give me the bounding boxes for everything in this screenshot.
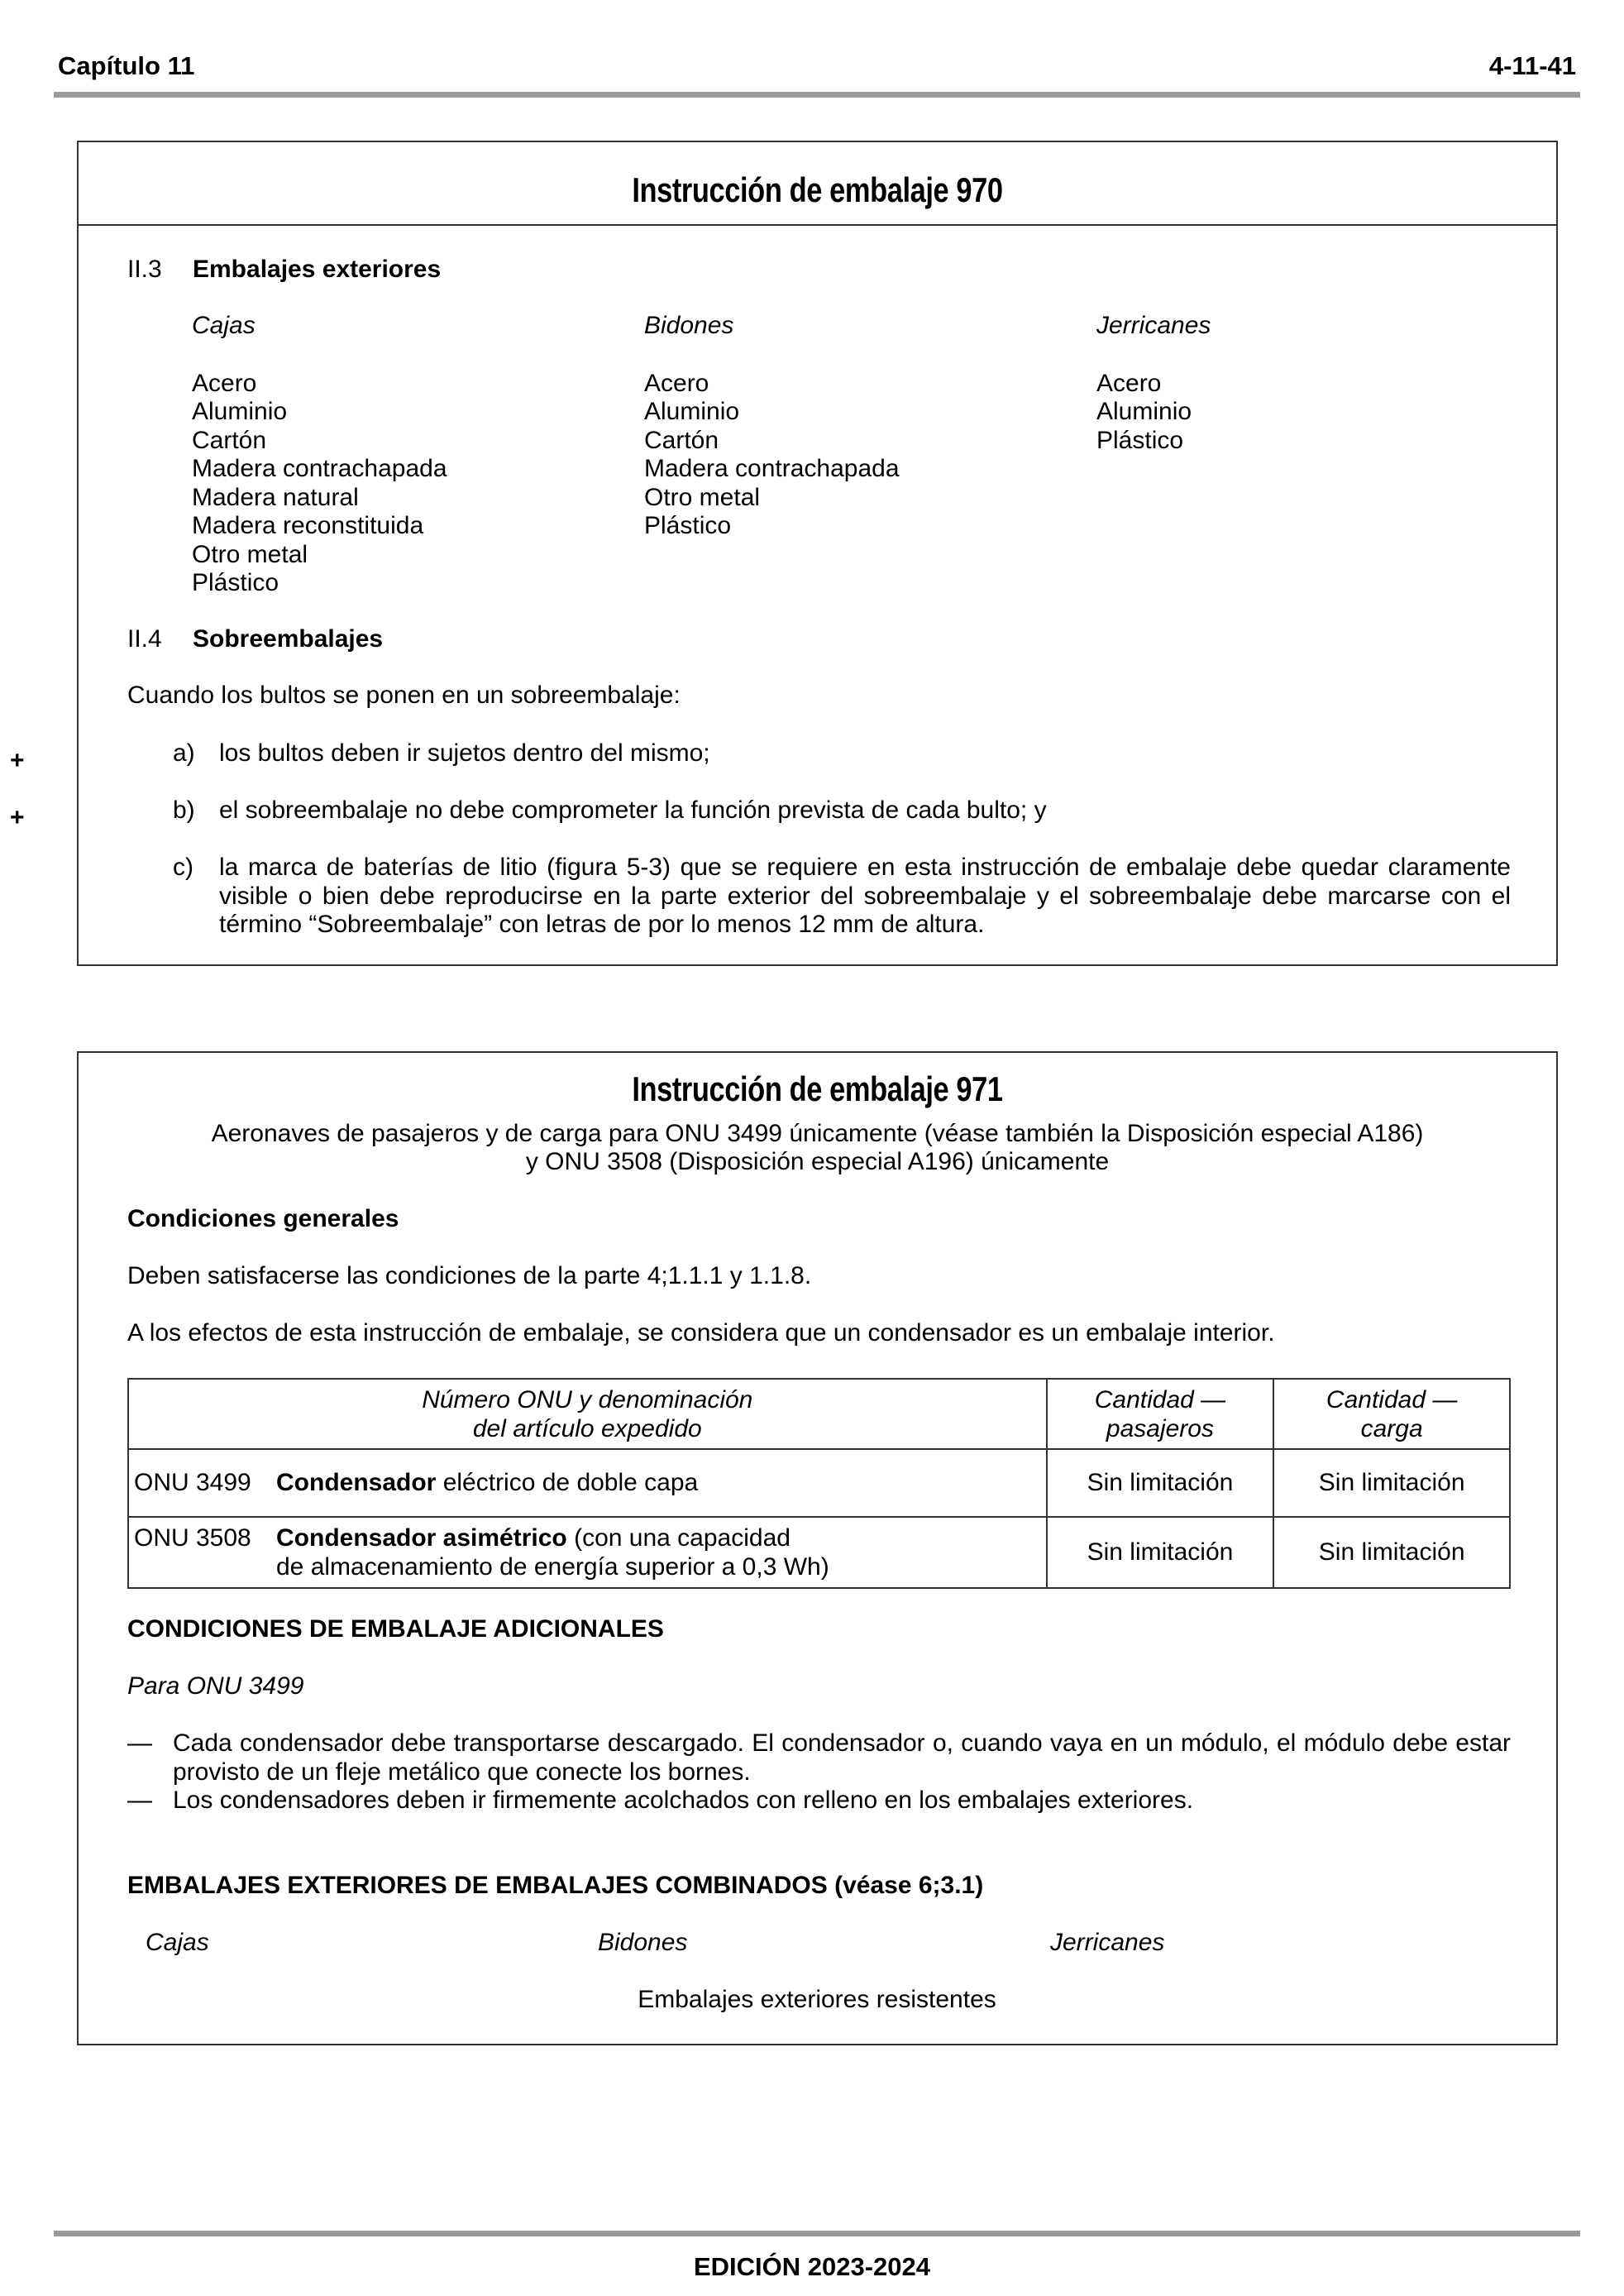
table-cell: Sin limitación xyxy=(1273,1517,1510,1588)
header-line: Cantidad — xyxy=(1094,1385,1226,1413)
header-line: carga xyxy=(1360,1414,1423,1442)
section-heading: EMBALAJES EXTERIORES DE EMBALAJES COMBINADOS (véase 6;3.1) xyxy=(127,1872,984,1899)
paragraph: Deben satisfacerse las condiciones de la parte 4;1.1.1 y 1.1.8. xyxy=(127,1262,812,1289)
bullet-text: Los condensadores deben ir firmemente acolchados con relleno en los embalajes exteriores. xyxy=(173,1787,1194,1814)
packing-instruction-970-box xyxy=(77,141,1558,966)
column-heading: Jerricanes xyxy=(1050,1929,1165,1956)
outer-note: Embalajes exteriores resistentes xyxy=(638,1986,996,2013)
column-heading: Bidones xyxy=(598,1929,688,1956)
item-text: el sobreembalaje no debe comprometer la función prevista de cada bulto; y xyxy=(219,796,1047,824)
table-cell: Sin limitación xyxy=(1273,1449,1510,1517)
table-cell xyxy=(128,1517,1047,1588)
table-row xyxy=(128,1449,1510,1517)
item-label: c) xyxy=(173,854,193,881)
item-text: la marca de baterías de litio (figura 5-3) que se requiere en esta instrucción de embalaje debe quedar claramente visible o bien debe reproducirse en la parte exterior del sobreembalaje y el sobreembalaje debe marcarse con el término “Sobreembalaje” con letras de por lo menos 12 mm de altura. xyxy=(219,854,1511,938)
table-cell: Sin limitación xyxy=(1047,1449,1274,1517)
change-mark: + xyxy=(10,804,25,831)
section-heading: CONDICIONES DE EMBALAJE ADICIONALES xyxy=(127,1615,664,1643)
table-header-cell xyxy=(128,1379,1047,1449)
list-item: Madera natural xyxy=(192,483,359,511)
paragraph: A los efectos de esta instrucción de embalaje, se considera que un condensador es un embalaje interior. xyxy=(127,1319,1275,1347)
list-item: Aluminio xyxy=(1096,398,1192,425)
edition-label: EDICIÓN 2023-2024 xyxy=(693,2252,931,2281)
column-jerricanes xyxy=(1096,312,1211,455)
subtitle-line: Aeronaves de pasajeros y de carga para ONU 3499 únicamente (véase también la Disposición especial A186) xyxy=(211,1120,1424,1147)
header-line: del artículo expedido xyxy=(472,1414,702,1442)
column-cajas xyxy=(192,312,447,598)
un-number: ONU 3508 xyxy=(134,1524,251,1552)
list-item: Plástico xyxy=(1096,426,1184,454)
list-item: Acero xyxy=(644,369,709,397)
list-item: Otro metal xyxy=(644,483,761,511)
name-line2: de almacenamiento de energía superior a 0,3 Wh) xyxy=(276,1553,829,1581)
page-number: 4-11-41 xyxy=(1488,51,1576,80)
chapter-label: Capítulo 11 xyxy=(58,51,195,80)
pi970-title: Instrucción de embalaje 970 xyxy=(632,170,1003,209)
list-item: Plástico xyxy=(192,569,279,596)
bullet-dash: — xyxy=(127,1729,152,1757)
header-line: Cantidad — xyxy=(1325,1385,1458,1413)
list-item: Madera contrachapada xyxy=(644,455,900,482)
list-item: Aluminio xyxy=(644,398,740,425)
name-bold: Condensador xyxy=(276,1468,437,1496)
name-rest: (con una capacidad xyxy=(566,1524,791,1552)
footer-rule xyxy=(54,2231,1580,2236)
bullet-dash: — xyxy=(127,1787,152,1814)
subheading: Para ONU 3499 xyxy=(127,1672,304,1700)
pi971-title: Instrucción de embalaje 971 xyxy=(632,1069,1003,1108)
title-divider xyxy=(79,224,1556,226)
column-heading: Cajas xyxy=(192,312,256,339)
paragraph: Cuando los bultos se ponen en un sobreembalaje: xyxy=(127,682,681,709)
section-number: II.4 xyxy=(127,625,162,653)
table-cell: Sin limitación xyxy=(1047,1517,1274,1588)
table-header-row xyxy=(128,1379,1510,1449)
column-bidones xyxy=(644,312,900,541)
list-item: Aluminio xyxy=(192,398,288,425)
header-rule xyxy=(54,92,1580,98)
column-heading: Jerricanes xyxy=(1096,312,1211,339)
table-header-cell xyxy=(1047,1379,1274,1449)
item-label: b) xyxy=(173,796,195,824)
section-title: Embalajes exteriores xyxy=(193,256,442,283)
un-number: ONU 3499 xyxy=(134,1468,251,1496)
header-line: Número ONU y denominación xyxy=(422,1385,753,1413)
packing-instruction-971-box xyxy=(77,1051,1558,2045)
list-item: Otro metal xyxy=(192,540,308,568)
list-item: Acero xyxy=(192,369,257,397)
list-item: Acero xyxy=(1096,369,1162,397)
header-line: pasajeros xyxy=(1106,1414,1214,1442)
bullet-text: Cada condensador debe transportarse descargado. El condensador o, cuando vaya en un módulo, el módulo debe estar provisto de un fleje metálico que conecte los bornes. xyxy=(173,1729,1511,1786)
list-item: Cartón xyxy=(192,426,267,454)
section-number: II.3 xyxy=(127,256,162,283)
name-rest: eléctrico de doble capa xyxy=(436,1468,699,1496)
subtitle-line: y ONU 3508 (Disposición especial A196) únicamente xyxy=(525,1148,1110,1175)
table-row xyxy=(128,1517,1510,1588)
table-header-cell xyxy=(1273,1379,1510,1449)
list-item: Cartón xyxy=(644,426,719,454)
section-heading: Condiciones generales xyxy=(127,1205,399,1232)
table-cell xyxy=(128,1449,1047,1517)
list-item: Madera reconstituida xyxy=(192,512,424,539)
column-heading: Cajas xyxy=(146,1929,209,1956)
list-item: Plástico xyxy=(644,512,732,539)
column-heading: Bidones xyxy=(644,312,734,339)
name-bold: Condensador asimétrico xyxy=(276,1524,567,1552)
item-text: los bultos deben ir sujetos dentro del mismo; xyxy=(219,739,710,767)
section-title: Sobreembalajes xyxy=(193,625,384,653)
list-item: Madera contrachapada xyxy=(192,455,447,482)
quantity-table xyxy=(127,1378,1511,1589)
item-label: a) xyxy=(173,739,195,767)
change-mark: + xyxy=(10,747,25,774)
